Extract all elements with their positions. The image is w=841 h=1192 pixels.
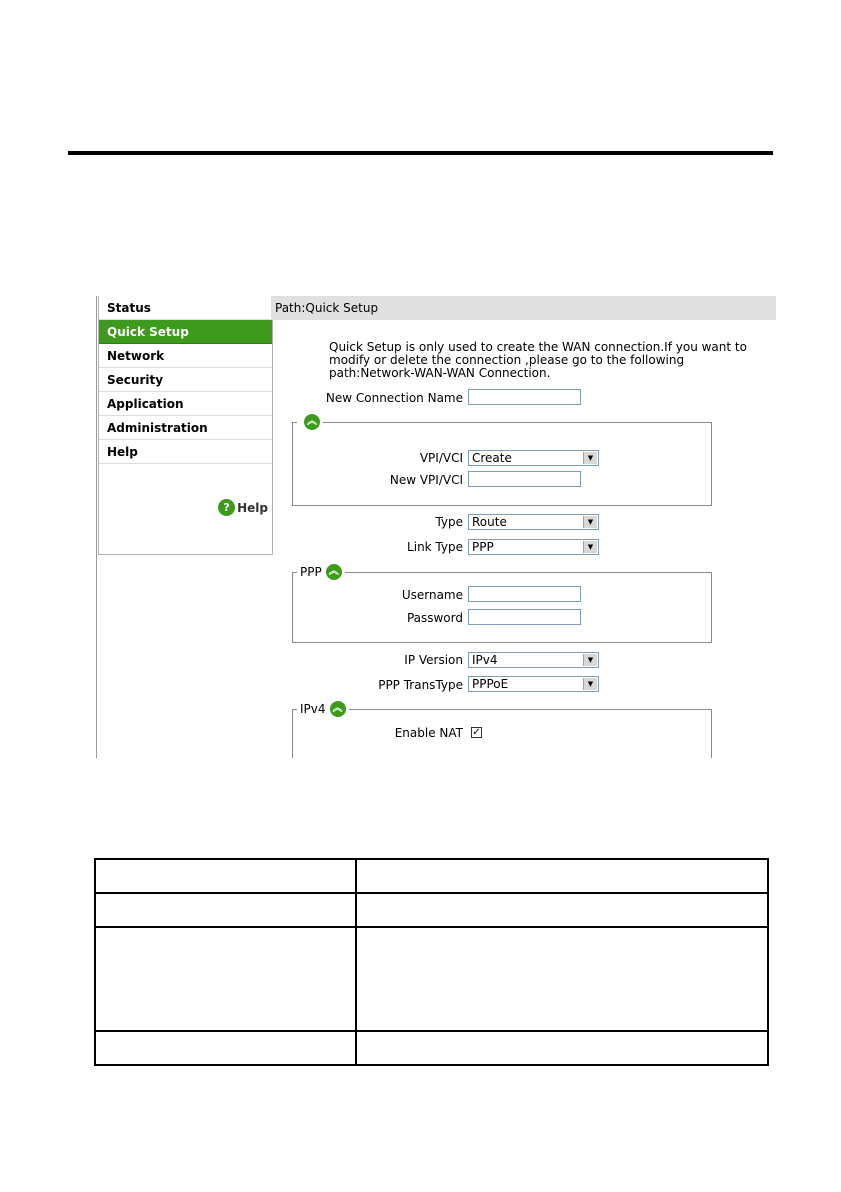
ppp-group-title: PPP bbox=[300, 565, 322, 579]
sidebar-item-help[interactable]: Help bbox=[99, 440, 272, 464]
collapse-icon[interactable]: ︽ bbox=[326, 564, 342, 580]
table-row bbox=[95, 927, 768, 1031]
ppp-group bbox=[292, 565, 712, 643]
new-connection-name-input[interactable] bbox=[468, 389, 581, 405]
link-type-label: Link Type bbox=[407, 540, 463, 554]
vpi-vci-select[interactable] bbox=[468, 450, 599, 466]
enable-nat-checkbox[interactable]: ✓ bbox=[472, 727, 481, 738]
sidebar-item-network[interactable]: Network bbox=[99, 344, 272, 368]
ipv4-group-title: IPv4 bbox=[300, 702, 326, 716]
ip-version-select[interactable] bbox=[468, 652, 599, 668]
type-label: Type bbox=[435, 515, 463, 529]
ppp-transtype-label: PPP TransType bbox=[378, 678, 463, 692]
table-row bbox=[95, 1031, 768, 1065]
collapse-icon[interactable]: ︽ bbox=[330, 701, 346, 717]
dropdown-arrow-icon: ▼ bbox=[583, 452, 597, 464]
dropdown-arrow-icon: ▼ bbox=[583, 654, 597, 666]
dropdown-arrow-icon: ▼ bbox=[583, 541, 597, 553]
table-cell bbox=[95, 893, 356, 927]
sidebar-item-security[interactable]: Security bbox=[99, 368, 272, 392]
sidebar-item-quick-setup[interactable]: Quick Setup bbox=[99, 320, 272, 344]
type-select[interactable] bbox=[468, 514, 599, 530]
new-vpi-vci-input[interactable] bbox=[468, 471, 581, 487]
table-cell bbox=[95, 859, 356, 893]
password-label: Password bbox=[406, 611, 463, 625]
new-connection-name-label: New Connection Name bbox=[325, 391, 463, 405]
breadcrumb: Path:Quick Setup bbox=[271, 296, 776, 320]
link-type-value: PPP bbox=[472, 540, 494, 554]
parameter-table bbox=[94, 858, 769, 1066]
ip-version-value: IPv4 bbox=[472, 653, 498, 667]
table-cell bbox=[356, 927, 768, 1031]
sidebar-item-application[interactable]: Application bbox=[99, 392, 272, 416]
type-value: Route bbox=[472, 515, 507, 529]
collapse-icon[interactable]: ︽ bbox=[304, 414, 320, 430]
table-row bbox=[95, 893, 768, 927]
intro-text: Quick Setup is only used to create the WAN connection.If you want to modify or delete the connection ,please go to the following path:Network-WAN-WAN Connection. bbox=[329, 340, 747, 380]
link-type-select[interactable] bbox=[468, 539, 599, 555]
table-cell bbox=[95, 1031, 356, 1065]
password-input[interactable] bbox=[468, 609, 581, 625]
sidebar bbox=[98, 296, 273, 555]
ip-version-label: IP Version bbox=[404, 653, 463, 667]
table-cell bbox=[95, 927, 356, 1031]
dropdown-arrow-icon: ▼ bbox=[583, 678, 597, 690]
table-cell bbox=[356, 859, 768, 893]
dropdown-arrow-icon: ▼ bbox=[583, 516, 597, 528]
sidebar-item-administration[interactable]: Administration bbox=[99, 416, 272, 440]
table-row bbox=[95, 859, 768, 893]
router-screenshot bbox=[96, 296, 776, 758]
help-link[interactable] bbox=[218, 499, 268, 516]
divider-line bbox=[96, 296, 97, 758]
table-cell bbox=[356, 893, 768, 927]
table-cell bbox=[356, 1031, 768, 1065]
new-vpi-vci-label: New VPI/VCI bbox=[389, 473, 463, 487]
header-rule bbox=[68, 151, 773, 155]
ppp-transtype-value: PPPoE bbox=[472, 677, 509, 691]
help-link-label: Help bbox=[237, 500, 268, 515]
enable-nat-label: Enable NAT bbox=[394, 726, 463, 740]
vpi-vci-value: Create bbox=[472, 451, 512, 465]
username-input[interactable] bbox=[468, 586, 581, 602]
sidebar-item-status[interactable]: Status bbox=[99, 296, 272, 320]
username-label: Username bbox=[401, 588, 463, 602]
ppp-transtype-select[interactable] bbox=[468, 676, 599, 692]
vpi-vci-label: VPI/VCI bbox=[419, 451, 463, 465]
question-icon: ? bbox=[218, 499, 235, 516]
